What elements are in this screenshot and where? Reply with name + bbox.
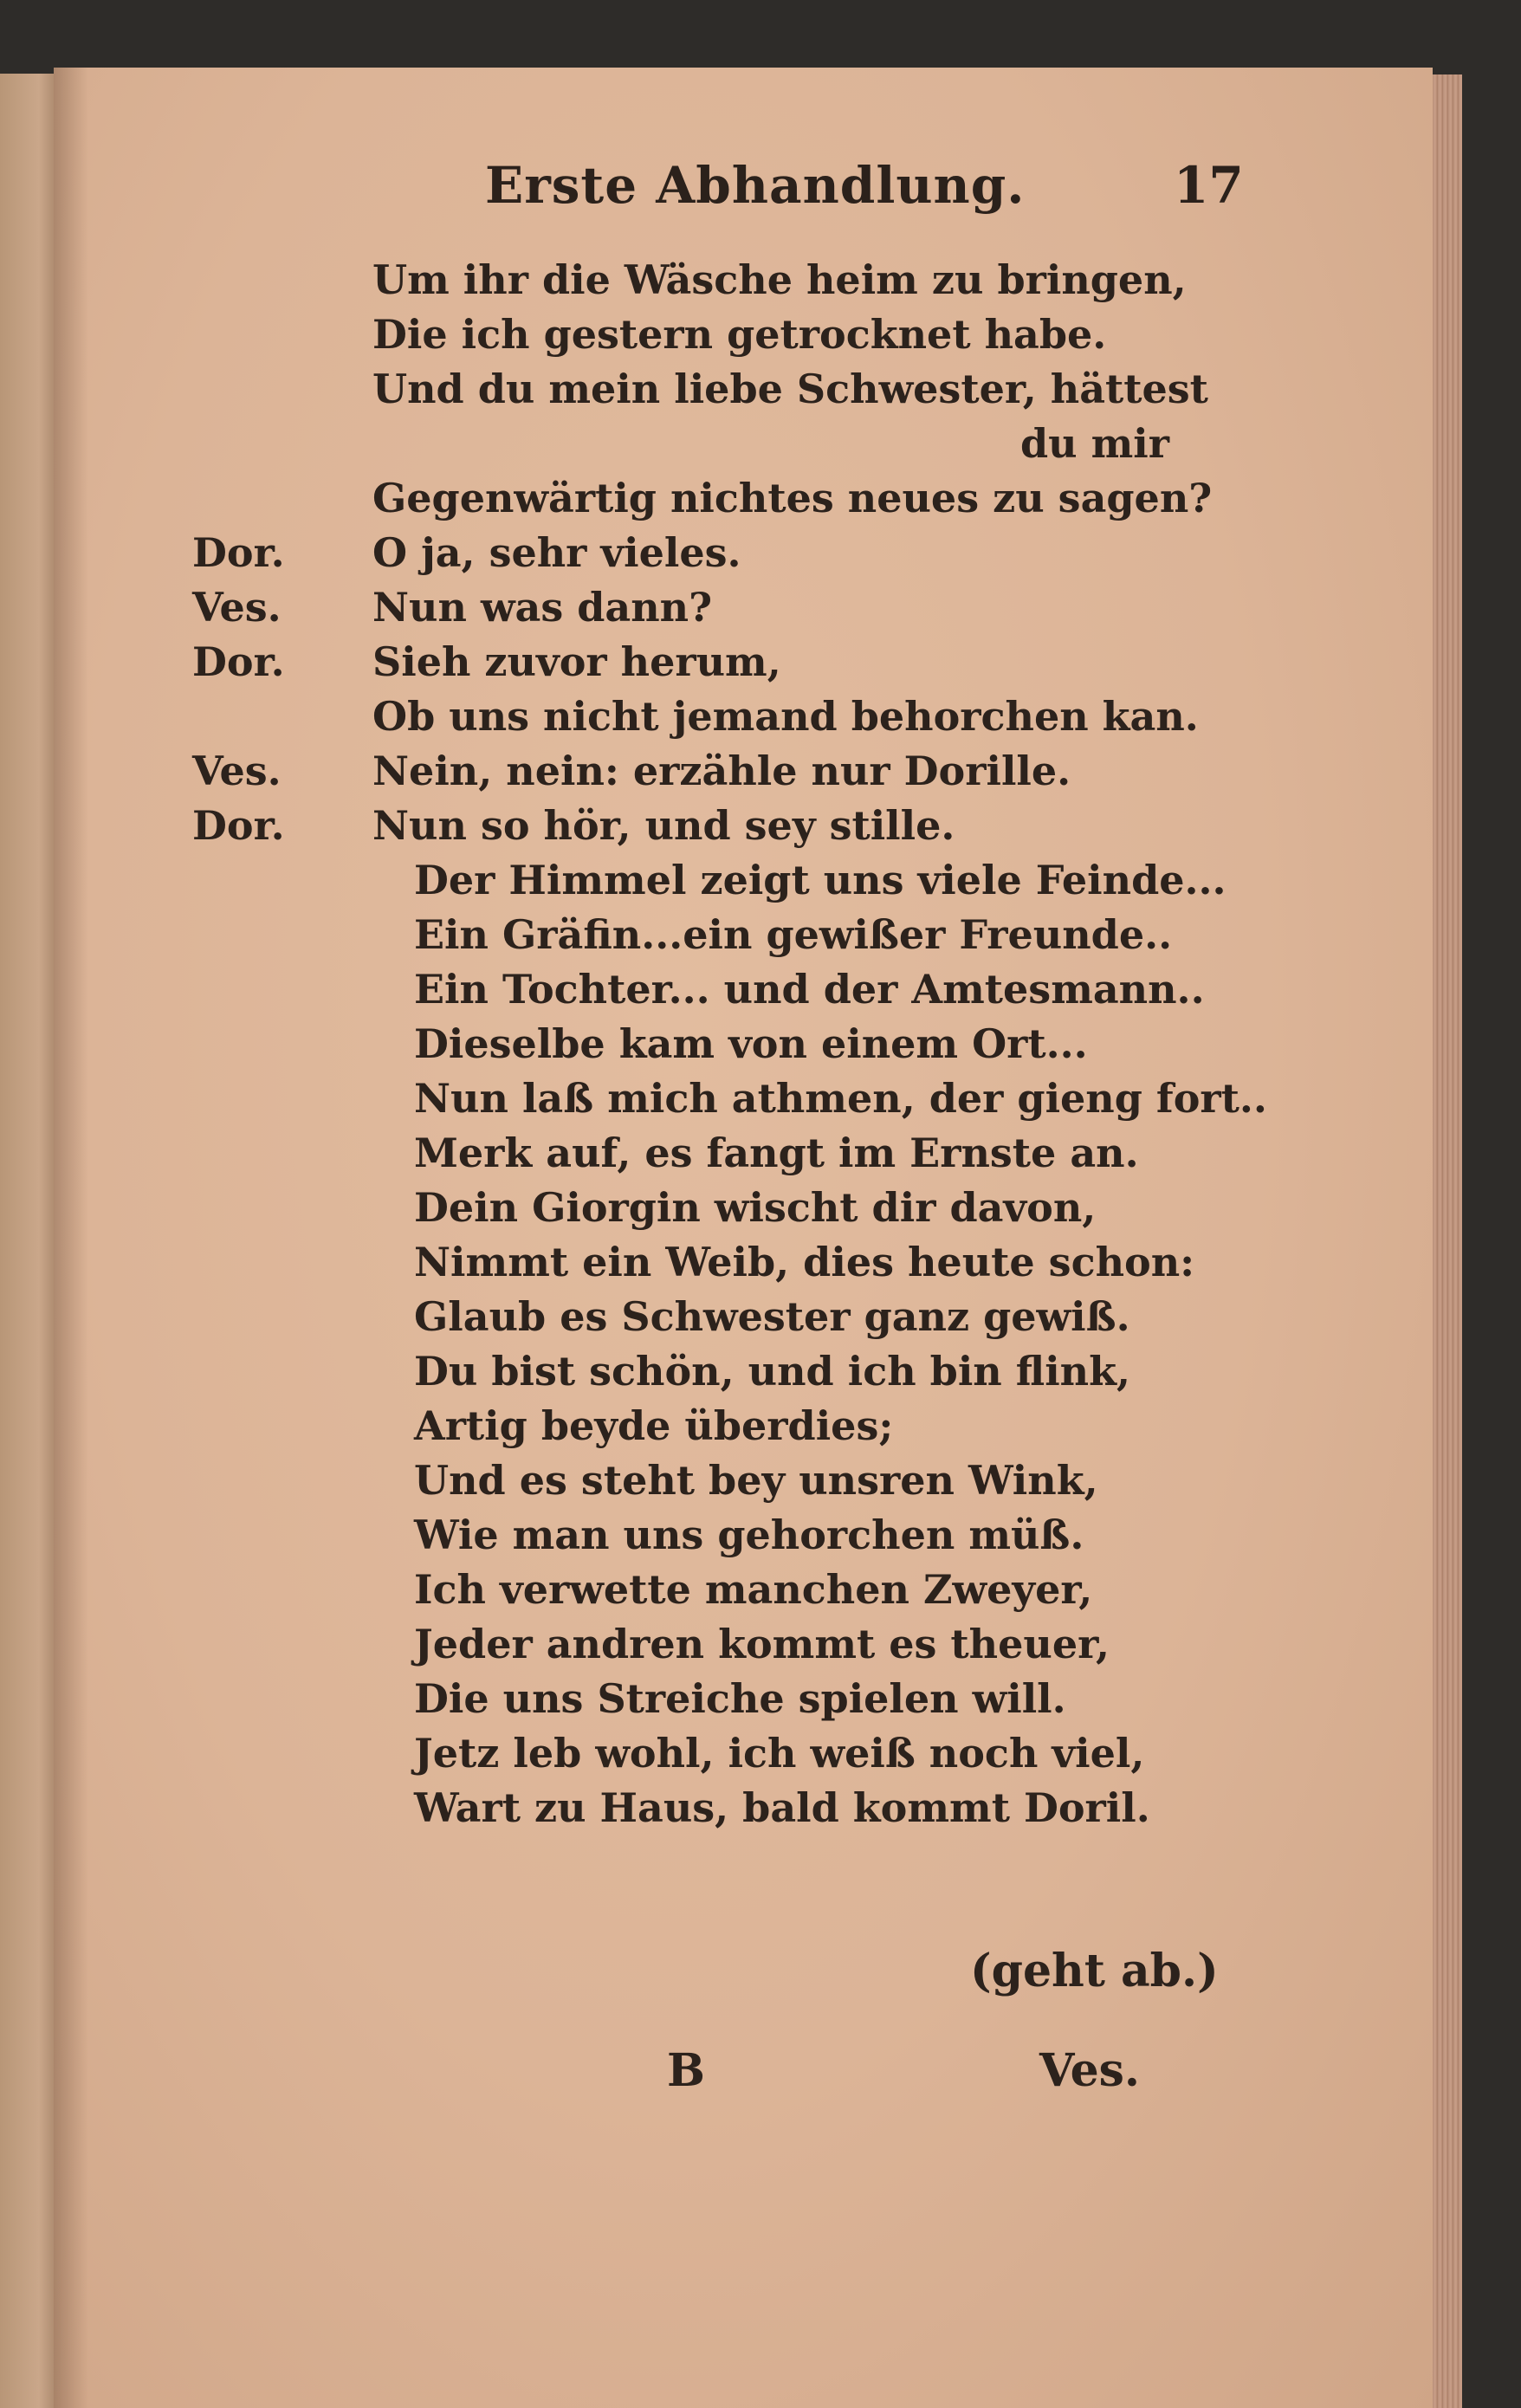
line-text: Gegenwärtig nichtes neues zu sagen?: [372, 475, 1213, 521]
line-text: Glaub es Schwester ganz gewiß.: [414, 1293, 1130, 1340]
line-text: Ein Tochter... und der Amtesmann..: [414, 966, 1205, 1013]
line-text: Nun so hör, und sey stille.: [372, 802, 955, 849]
verse-line: [0, 1071, 1521, 1126]
line-text: Ob uns nicht jemand behorchen kan.: [372, 693, 1199, 740]
line-text: Wart zu Haus, bald kommt Doril.: [414, 1784, 1150, 1831]
verse-line: [0, 1508, 1521, 1563]
verse-line: [0, 689, 1521, 744]
page-footer: [0, 2044, 1521, 2105]
verse-line: [0, 1181, 1521, 1235]
line-text: Artig beyde überdies;: [414, 1402, 894, 1449]
verse-line: [0, 1344, 1521, 1399]
verse-line: [0, 853, 1521, 908]
line-text: Und es steht bey unsren Wink,: [414, 1457, 1098, 1504]
stage-direction-row: [0, 1945, 1521, 2005]
verse-line: [0, 1453, 1521, 1508]
line-text: O ja, sehr vieles.: [372, 529, 741, 576]
speaker-label: Dor.: [192, 802, 285, 849]
speaker-label: Dor.: [192, 638, 285, 685]
speaker-label: Dor.: [192, 529, 285, 576]
verse-line: [0, 1617, 1521, 1672]
line-text: Sieh zuvor herum,: [372, 638, 781, 685]
speaker-label: Ves.: [192, 748, 282, 794]
line-text: Jeder andren kommt es theuer,: [414, 1621, 1110, 1667]
line-text: Wie man uns gehorchen müß.: [414, 1511, 1084, 1558]
stage-direction: (geht ab.): [970, 1945, 1219, 1997]
verse-line: [0, 1126, 1521, 1181]
line-text: Die ich gestern getrocknet habe.: [372, 311, 1107, 358]
speaker-label: Ves.: [192, 584, 282, 631]
verse-line: [0, 1781, 1521, 1835]
signature-mark: B: [667, 2044, 705, 2097]
verse-line: [0, 417, 1521, 471]
verse-line: [0, 799, 1521, 853]
verse-line: [0, 1017, 1521, 1071]
verse-line: [0, 1563, 1521, 1617]
line-text: Ich verwette manchen Zweyer,: [414, 1566, 1093, 1613]
verse-line: [0, 1726, 1521, 1781]
catchword: Ves.: [1039, 2044, 1141, 2097]
line-text: Merk auf, es fangt im Ernste an.: [414, 1130, 1139, 1176]
verse-line: [0, 1672, 1521, 1726]
line-text: Nun was dann?: [372, 584, 713, 631]
line-text: Ein Gräfin...ein gewißer Freunde..: [414, 911, 1173, 958]
verse-line: [0, 526, 1521, 580]
text-block: [0, 253, 1521, 1835]
verse-line: [0, 253, 1521, 307]
line-text: Und du mein liebe Schwester, hättest: [372, 366, 1208, 412]
line-text: du mir: [1020, 420, 1170, 467]
verse-line: [0, 744, 1521, 799]
verse-line: [0, 962, 1521, 1017]
line-text: Der Himmel zeigt uns viele Feinde...: [414, 857, 1227, 903]
line-text: Du bist schön, und ich bin flink,: [414, 1348, 1131, 1395]
line-text: Die uns Streiche spielen will.: [414, 1675, 1066, 1722]
page-number: 17: [1174, 156, 1244, 215]
verse-line: [0, 635, 1521, 689]
verse-line: [0, 362, 1521, 417]
line-text: Um ihr die Wäsche heim zu bringen,: [372, 256, 1187, 303]
line-text: Dein Giorgin wischt dir davon,: [414, 1184, 1097, 1231]
page-header: [0, 156, 1521, 225]
verse-line: [0, 908, 1521, 962]
verse-line: [0, 471, 1521, 526]
line-text: Nun laß mich athmen, der gieng fort..: [414, 1075, 1267, 1122]
line-text: Nein, nein: erzähle nur Dorille.: [372, 748, 1071, 794]
verse-line: [0, 580, 1521, 635]
verse-line: [0, 307, 1521, 362]
line-text: Nimmt ein Weib, dies heute schon:: [414, 1239, 1195, 1285]
verse-line: [0, 1290, 1521, 1344]
line-text: Dieselbe kam von einem Ort...: [414, 1020, 1088, 1067]
line-text: Jetz leb wohl, ich weiß noch viel,: [414, 1730, 1145, 1777]
running-head: Erste Abhandlung.: [485, 156, 1026, 215]
verse-line: [0, 1399, 1521, 1453]
verse-line: [0, 1235, 1521, 1290]
